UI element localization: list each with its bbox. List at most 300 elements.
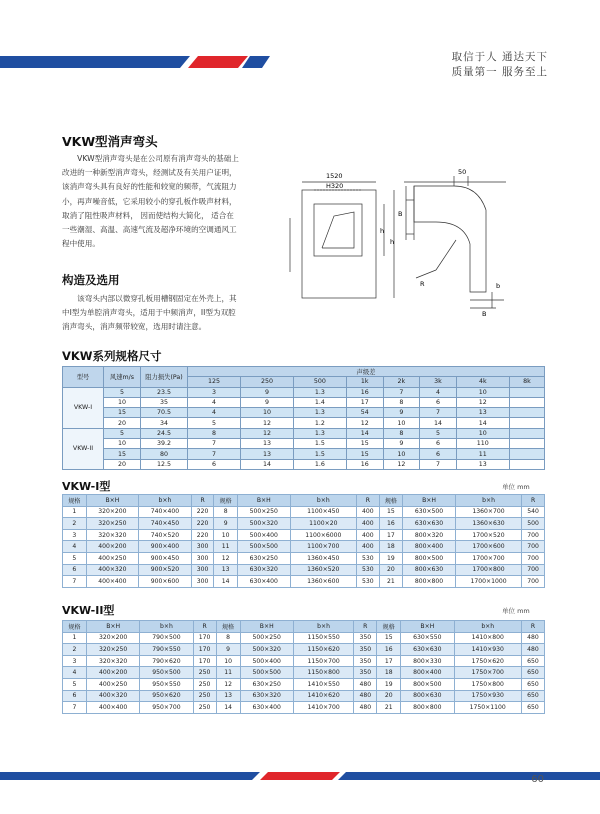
table-cell: 1750×930 [454, 690, 521, 702]
table-cell: 70.5 [141, 408, 188, 418]
table-cell: 1100×700 [290, 541, 356, 553]
table-cell: 6 [63, 690, 87, 702]
table-cell: 6 [188, 459, 241, 469]
table-cell: 530 [357, 576, 380, 588]
table-row [63, 552, 545, 564]
table-cell: 1410×620 [293, 690, 353, 702]
section-title-vkw: VKW型消声弯头 [62, 134, 158, 149]
top-brand-stripes [0, 52, 270, 72]
table-cell: 15 [379, 506, 403, 518]
table-cell: 12 [216, 678, 240, 690]
table-cell: 7 [63, 576, 87, 588]
table-cell: 1150×800 [293, 667, 353, 679]
table-cell: 400 [357, 541, 380, 553]
table-row [63, 690, 545, 702]
vkw2-header-cell: b×h [454, 621, 521, 633]
table-cell: 500×250 [240, 632, 293, 644]
table-cell: 15 [377, 632, 401, 644]
table-cell: 630×320 [237, 564, 290, 576]
table-cell: 14 [214, 576, 238, 588]
table-cell: 1750×700 [454, 667, 521, 679]
table-cell: 4 [63, 541, 87, 553]
table-cell: 700 [522, 552, 545, 564]
table-row [63, 428, 545, 438]
table-cell: 400×250 [86, 678, 139, 690]
elbow-drawing [286, 160, 546, 320]
table-cell: 650 [521, 655, 544, 667]
table-cell: 9 [216, 644, 240, 656]
table-cell [509, 387, 544, 397]
para-line: 改进的一种新型消声弯头，经测试及有关用户证明， [62, 168, 237, 178]
table-cell: 1.5 [293, 439, 346, 449]
section-title-structure: 构造及选用 [62, 273, 120, 287]
vkw1-header-cell: 规格 [379, 495, 403, 507]
table-cell: 950×700 [140, 702, 193, 714]
table-cell: 6 [63, 564, 87, 576]
table-cell: 11 [216, 667, 240, 679]
vkw1-header-cell: R [357, 495, 380, 507]
table-cell: 250 [193, 667, 216, 679]
vkw1-header-cell: R [191, 495, 214, 507]
table-cell: 8 [188, 428, 241, 438]
table-cell: 800×400 [401, 667, 454, 679]
table-cell: 650 [521, 678, 544, 690]
spec-table [62, 366, 545, 470]
table-cell: 480 [354, 690, 377, 702]
table-cell: 1410×700 [293, 702, 353, 714]
table-cell: 1 [63, 506, 87, 518]
table-cell: 13 [216, 690, 240, 702]
table-cell: 630×630 [401, 644, 454, 656]
vkw1-header-cell: B×H [86, 495, 139, 507]
table-cell: 1.5 [293, 449, 346, 459]
table-cell: 740×520 [139, 529, 192, 541]
table-cell: 16 [346, 387, 383, 397]
para-line: 消声弯头，消声频带较宽，选用时请注意。 [62, 322, 207, 332]
table-cell: 11 [214, 541, 238, 553]
vkw1-unit: 单位 mm [502, 483, 530, 491]
table-cell: 400 [357, 506, 380, 518]
table-cell: 320×250 [86, 518, 139, 530]
table-cell: 320×320 [86, 655, 139, 667]
table-cell: 740×450 [139, 518, 192, 530]
vkw2-header-cell: B×H [86, 621, 139, 633]
spec-head-freq: 125 [188, 377, 241, 387]
vkw2-header-cell: 规格 [216, 621, 240, 633]
spec-title: VKW系列规格尺寸 [62, 349, 162, 363]
table-cell [509, 449, 544, 459]
table-cell: 350 [354, 655, 377, 667]
table-cell: 250 [193, 690, 216, 702]
label-b: b [496, 282, 501, 290]
table-cell: 500×320 [237, 518, 290, 530]
label-h-front: h [380, 227, 385, 235]
table-cell: 220 [191, 506, 214, 518]
table-cell: 1100×20 [290, 518, 356, 530]
table-cell: 12 [456, 397, 509, 407]
table-cell: 630×500 [403, 506, 456, 518]
table-row [63, 655, 545, 667]
table-cell: 5 [188, 418, 241, 428]
table-cell: 12.5 [141, 459, 188, 469]
table-cell: 480 [521, 632, 544, 644]
table-cell: 400×400 [86, 702, 139, 714]
table-row [63, 397, 545, 407]
table-cell: 14 [346, 428, 383, 438]
table-cell: 300 [191, 541, 214, 553]
table-cell [509, 397, 544, 407]
table-cell: 10 [104, 397, 141, 407]
table-cell: 10 [104, 439, 141, 449]
table-cell: 35 [141, 397, 188, 407]
vkw2-header-cell: B×H [401, 621, 454, 633]
table-cell: 20 [104, 459, 141, 469]
table-cell: 900×400 [139, 541, 192, 553]
vkw1-header-cell: b×h [139, 495, 192, 507]
table-cell: 1700×800 [455, 564, 521, 576]
table-cell: 5 [104, 387, 141, 397]
table-cell: 1150×620 [293, 644, 353, 656]
table-cell: 8 [383, 428, 420, 438]
para-line: 一些潮湿、高温、高速气流及超净环境的空调通风工 [62, 225, 237, 235]
table-cell: 12 [240, 418, 293, 428]
table-cell: 350 [354, 644, 377, 656]
table-cell: 12 [346, 418, 383, 428]
label-B-bottom: B [482, 310, 487, 318]
table-cell: 3 [63, 529, 87, 541]
table-cell: 39.2 [141, 439, 188, 449]
table-cell: 320×250 [86, 644, 139, 656]
table-cell: 500 [522, 518, 545, 530]
table-row [63, 387, 545, 397]
vkw2-header-cell: b×h [293, 621, 353, 633]
table-cell: 480 [354, 702, 377, 714]
table-cell: 3 [188, 387, 241, 397]
para-line: 小，再声噪音低，它采用较小的穿孔板作吸声材料， [62, 196, 237, 206]
spec-head-model: 型号 [63, 367, 104, 388]
table-cell: 400 [357, 518, 380, 530]
vkw2-table [62, 620, 545, 714]
table-cell: 16 [346, 459, 383, 469]
table-cell: 900×520 [139, 564, 192, 576]
table-cell: 800×330 [401, 655, 454, 667]
table-cell: 6 [420, 397, 457, 407]
dim-50: 50 [458, 168, 467, 176]
vkw1-header-cell: B×H [237, 495, 290, 507]
table-cell: 12 [383, 459, 420, 469]
slogan [452, 50, 548, 80]
table-cell: 20 [379, 564, 403, 576]
section-2-paragraph [62, 292, 284, 335]
table-cell: 1100×450 [290, 506, 356, 518]
table-cell: 500×500 [237, 541, 290, 553]
table-cell: 800×500 [401, 678, 454, 690]
table-cell: 1410×550 [293, 678, 353, 690]
table-cell: 21 [377, 702, 401, 714]
table-cell: 790×550 [140, 644, 193, 656]
table-cell: 220 [191, 518, 214, 530]
table-cell: 21 [379, 576, 403, 588]
table-cell: 1700×600 [455, 541, 521, 553]
table-cell: 20 [104, 418, 141, 428]
vkw1-header-cell: R [522, 495, 545, 507]
table-cell: 630×250 [237, 552, 290, 564]
table-cell: 10 [383, 418, 420, 428]
vkw1-header-cell: B×H [403, 495, 456, 507]
table-cell: 14 [240, 459, 293, 469]
table-row [63, 632, 545, 644]
spec-model: VKW-II [63, 428, 104, 469]
table-cell: 16 [377, 644, 401, 656]
table-cell: 1.6 [293, 459, 346, 469]
table-cell: 400 [357, 529, 380, 541]
table-cell: 800×800 [401, 702, 454, 714]
side-view [404, 176, 506, 308]
table-row [63, 518, 545, 530]
table-cell: 5 [63, 552, 87, 564]
table-cell: 350 [354, 632, 377, 644]
table-cell: 1410×930 [454, 644, 521, 656]
table-row [63, 439, 545, 449]
table-cell: 1360×630 [455, 518, 521, 530]
table-row [63, 408, 545, 418]
table-cell: 500×250 [237, 506, 290, 518]
table-cell: 12 [240, 428, 293, 438]
table-cell: 740×400 [139, 506, 192, 518]
vkw2-title: VKW-II型 [62, 604, 115, 617]
table-cell: 6 [420, 439, 457, 449]
table-cell: 20 [377, 690, 401, 702]
table-cell: 9 [214, 518, 238, 530]
table-cell: 630×250 [240, 678, 293, 690]
table-cell: 7 [383, 387, 420, 397]
table-cell: 400×400 [86, 576, 139, 588]
table-cell: 480 [354, 678, 377, 690]
table-cell: 500×320 [240, 644, 293, 656]
table-cell: 1.3 [293, 387, 346, 397]
dim-h320: H320 [326, 182, 344, 190]
table-cell: 1100×6000 [290, 529, 356, 541]
vkw1-header-cell: 规格 [214, 495, 238, 507]
table-cell: 1360×520 [290, 564, 356, 576]
table-cell: 1750×1100 [454, 702, 521, 714]
table-row [63, 418, 545, 428]
table-cell: 2 [63, 644, 87, 656]
spec-model: VKW-I [63, 387, 104, 428]
vkw1-table [62, 494, 545, 588]
table-cell: 480 [521, 644, 544, 656]
spec-head-freq: 3k [420, 377, 457, 387]
vkw2-header-cell: b×h [140, 621, 193, 633]
spec-head-freq: 4k [456, 377, 509, 387]
table-cell: 400×320 [86, 690, 139, 702]
vkw2-header-cell: R [193, 621, 216, 633]
table-cell: 16 [379, 518, 403, 530]
table-row [63, 506, 545, 518]
table-cell: 170 [193, 644, 216, 656]
table-cell: 900×600 [139, 576, 192, 588]
table-cell: 19 [377, 678, 401, 690]
table-cell: 9 [240, 387, 293, 397]
table-cell: 320×200 [86, 506, 139, 518]
table-cell: 220 [191, 529, 214, 541]
table-cell: 4 [420, 387, 457, 397]
table-cell: 5 [63, 678, 87, 690]
table-cell: 500×400 [237, 529, 290, 541]
table-cell: 790×620 [140, 655, 193, 667]
table-cell: 170 [193, 655, 216, 667]
table-cell: 950×550 [140, 678, 193, 690]
table-cell [509, 439, 544, 449]
table-cell: 1700×1000 [455, 576, 521, 588]
table-cell: 630×630 [403, 518, 456, 530]
table-cell: 170 [193, 632, 216, 644]
table-cell: 500×500 [240, 667, 293, 679]
table-cell: 9 [383, 439, 420, 449]
table-cell: 19 [379, 552, 403, 564]
table-cell: 300 [191, 564, 214, 576]
table-cell: 13 [240, 449, 293, 459]
table-cell: 250 [193, 702, 216, 714]
vkw1-title: VKW-I型 [62, 480, 111, 493]
para-line: 该消声弯头具有良好的性能和较宽的频带，气流阻力 [62, 182, 237, 192]
table-cell: 700 [522, 576, 545, 588]
label-R: R [420, 280, 425, 288]
table-cell: 650 [521, 667, 544, 679]
table-cell: 1.4 [293, 397, 346, 407]
vkw2-unit: 单位 mm [502, 607, 530, 615]
table-cell: 15 [346, 439, 383, 449]
table-row [63, 529, 545, 541]
table-row [63, 564, 545, 576]
table-cell: 110 [456, 439, 509, 449]
vkw2-header-cell: B×H [240, 621, 293, 633]
table-cell: 800×400 [403, 541, 456, 553]
table-cell: 23.5 [141, 387, 188, 397]
table-cell: 1.3 [293, 428, 346, 438]
table-cell: 300 [191, 552, 214, 564]
vkw1-header-cell: b×h [290, 495, 356, 507]
table-cell: 10 [216, 655, 240, 667]
table-row [63, 644, 545, 656]
table-cell: 630×550 [401, 632, 454, 644]
table-cell: 400×250 [86, 552, 139, 564]
table-row [63, 541, 545, 553]
table-cell: 18 [379, 541, 403, 553]
table-cell: 1700×700 [455, 552, 521, 564]
table-cell: 7 [63, 702, 87, 714]
table-cell: 1150×700 [293, 655, 353, 667]
table-cell: 4 [188, 408, 241, 418]
table-cell: 13 [214, 564, 238, 576]
table-cell: 800×630 [401, 690, 454, 702]
table-cell: 400×200 [86, 667, 139, 679]
para-line: 该弯头内部以微穿孔板用槽钢固定在外壳上，其 [62, 294, 237, 303]
bottom-brand-stripes [0, 768, 600, 782]
table-row [63, 678, 545, 690]
table-cell: 10 [383, 449, 420, 459]
table-cell: 15 [104, 408, 141, 418]
table-cell: 1150×550 [293, 632, 353, 644]
table-cell: 530 [357, 552, 380, 564]
table-cell: 1.3 [293, 408, 346, 418]
table-cell: 9 [383, 408, 420, 418]
table-cell: 17 [377, 655, 401, 667]
spec-head-freq: 8k [509, 377, 544, 387]
section-1-paragraph [62, 152, 284, 251]
table-cell: 800×800 [403, 576, 456, 588]
table-cell: 12 [214, 552, 238, 564]
spec-head-freq: 250 [240, 377, 293, 387]
table-cell: 400×200 [86, 541, 139, 553]
table-cell: 1360×450 [290, 552, 356, 564]
para-line: 程中使用。 [62, 239, 100, 249]
table-cell: 1.2 [293, 418, 346, 428]
table-cell: 4 [188, 397, 241, 407]
table-cell: 14 [456, 418, 509, 428]
table-row [63, 702, 545, 714]
table-cell: 2 [63, 518, 87, 530]
table-cell: 5 [420, 428, 457, 438]
table-cell: 7 [420, 459, 457, 469]
table-cell: 13 [240, 439, 293, 449]
label-B-side: B [398, 210, 403, 218]
table-cell [509, 418, 544, 428]
table-cell: 700 [522, 541, 545, 553]
table-cell: 500×400 [240, 655, 293, 667]
vkw1-header-cell: 规格 [63, 495, 87, 507]
table-cell: 1410×800 [454, 632, 521, 644]
spec-head-resist: 阻力损失(Pa) [141, 367, 188, 388]
para-line: 取消了阻性吸声材料， 因而使结构大简化， 适合在 [62, 210, 234, 220]
front-view [290, 182, 394, 298]
table-row [63, 667, 545, 679]
table-cell: 400×320 [86, 564, 139, 576]
table-cell: 800×320 [403, 529, 456, 541]
table-cell: 13 [456, 459, 509, 469]
table-cell: 900×450 [139, 552, 192, 564]
table-cell: 13 [456, 408, 509, 418]
table-cell: 15 [104, 449, 141, 459]
table-cell: 1360×700 [455, 506, 521, 518]
table-cell: 8 [216, 632, 240, 644]
table-cell: 17 [379, 529, 403, 541]
table-cell: 1750×620 [454, 655, 521, 667]
table-cell: 4 [63, 667, 87, 679]
table-cell: 7 [188, 439, 241, 449]
table-cell: 1360×600 [290, 576, 356, 588]
table-cell: 630×400 [237, 576, 290, 588]
table-cell: 1700×520 [455, 529, 521, 541]
table-cell: 1 [63, 632, 87, 644]
table-cell: 8 [214, 506, 238, 518]
table-cell: 950×500 [140, 667, 193, 679]
table-cell: 950×620 [140, 690, 193, 702]
table-cell: 1750×800 [454, 678, 521, 690]
table-cell: 10 [456, 428, 509, 438]
spec-head-freq: 1k [346, 377, 383, 387]
spec-head-freq: 2k [383, 377, 420, 387]
table-cell: 630×320 [240, 690, 293, 702]
table-cell [509, 428, 544, 438]
table-cell [509, 459, 544, 469]
table-cell: 11 [456, 449, 509, 459]
table-cell: 24.5 [141, 428, 188, 438]
table-cell: 9 [240, 397, 293, 407]
table-cell: 10 [240, 408, 293, 418]
table-cell: 80 [141, 449, 188, 459]
vkw2-header-cell: R [354, 621, 377, 633]
